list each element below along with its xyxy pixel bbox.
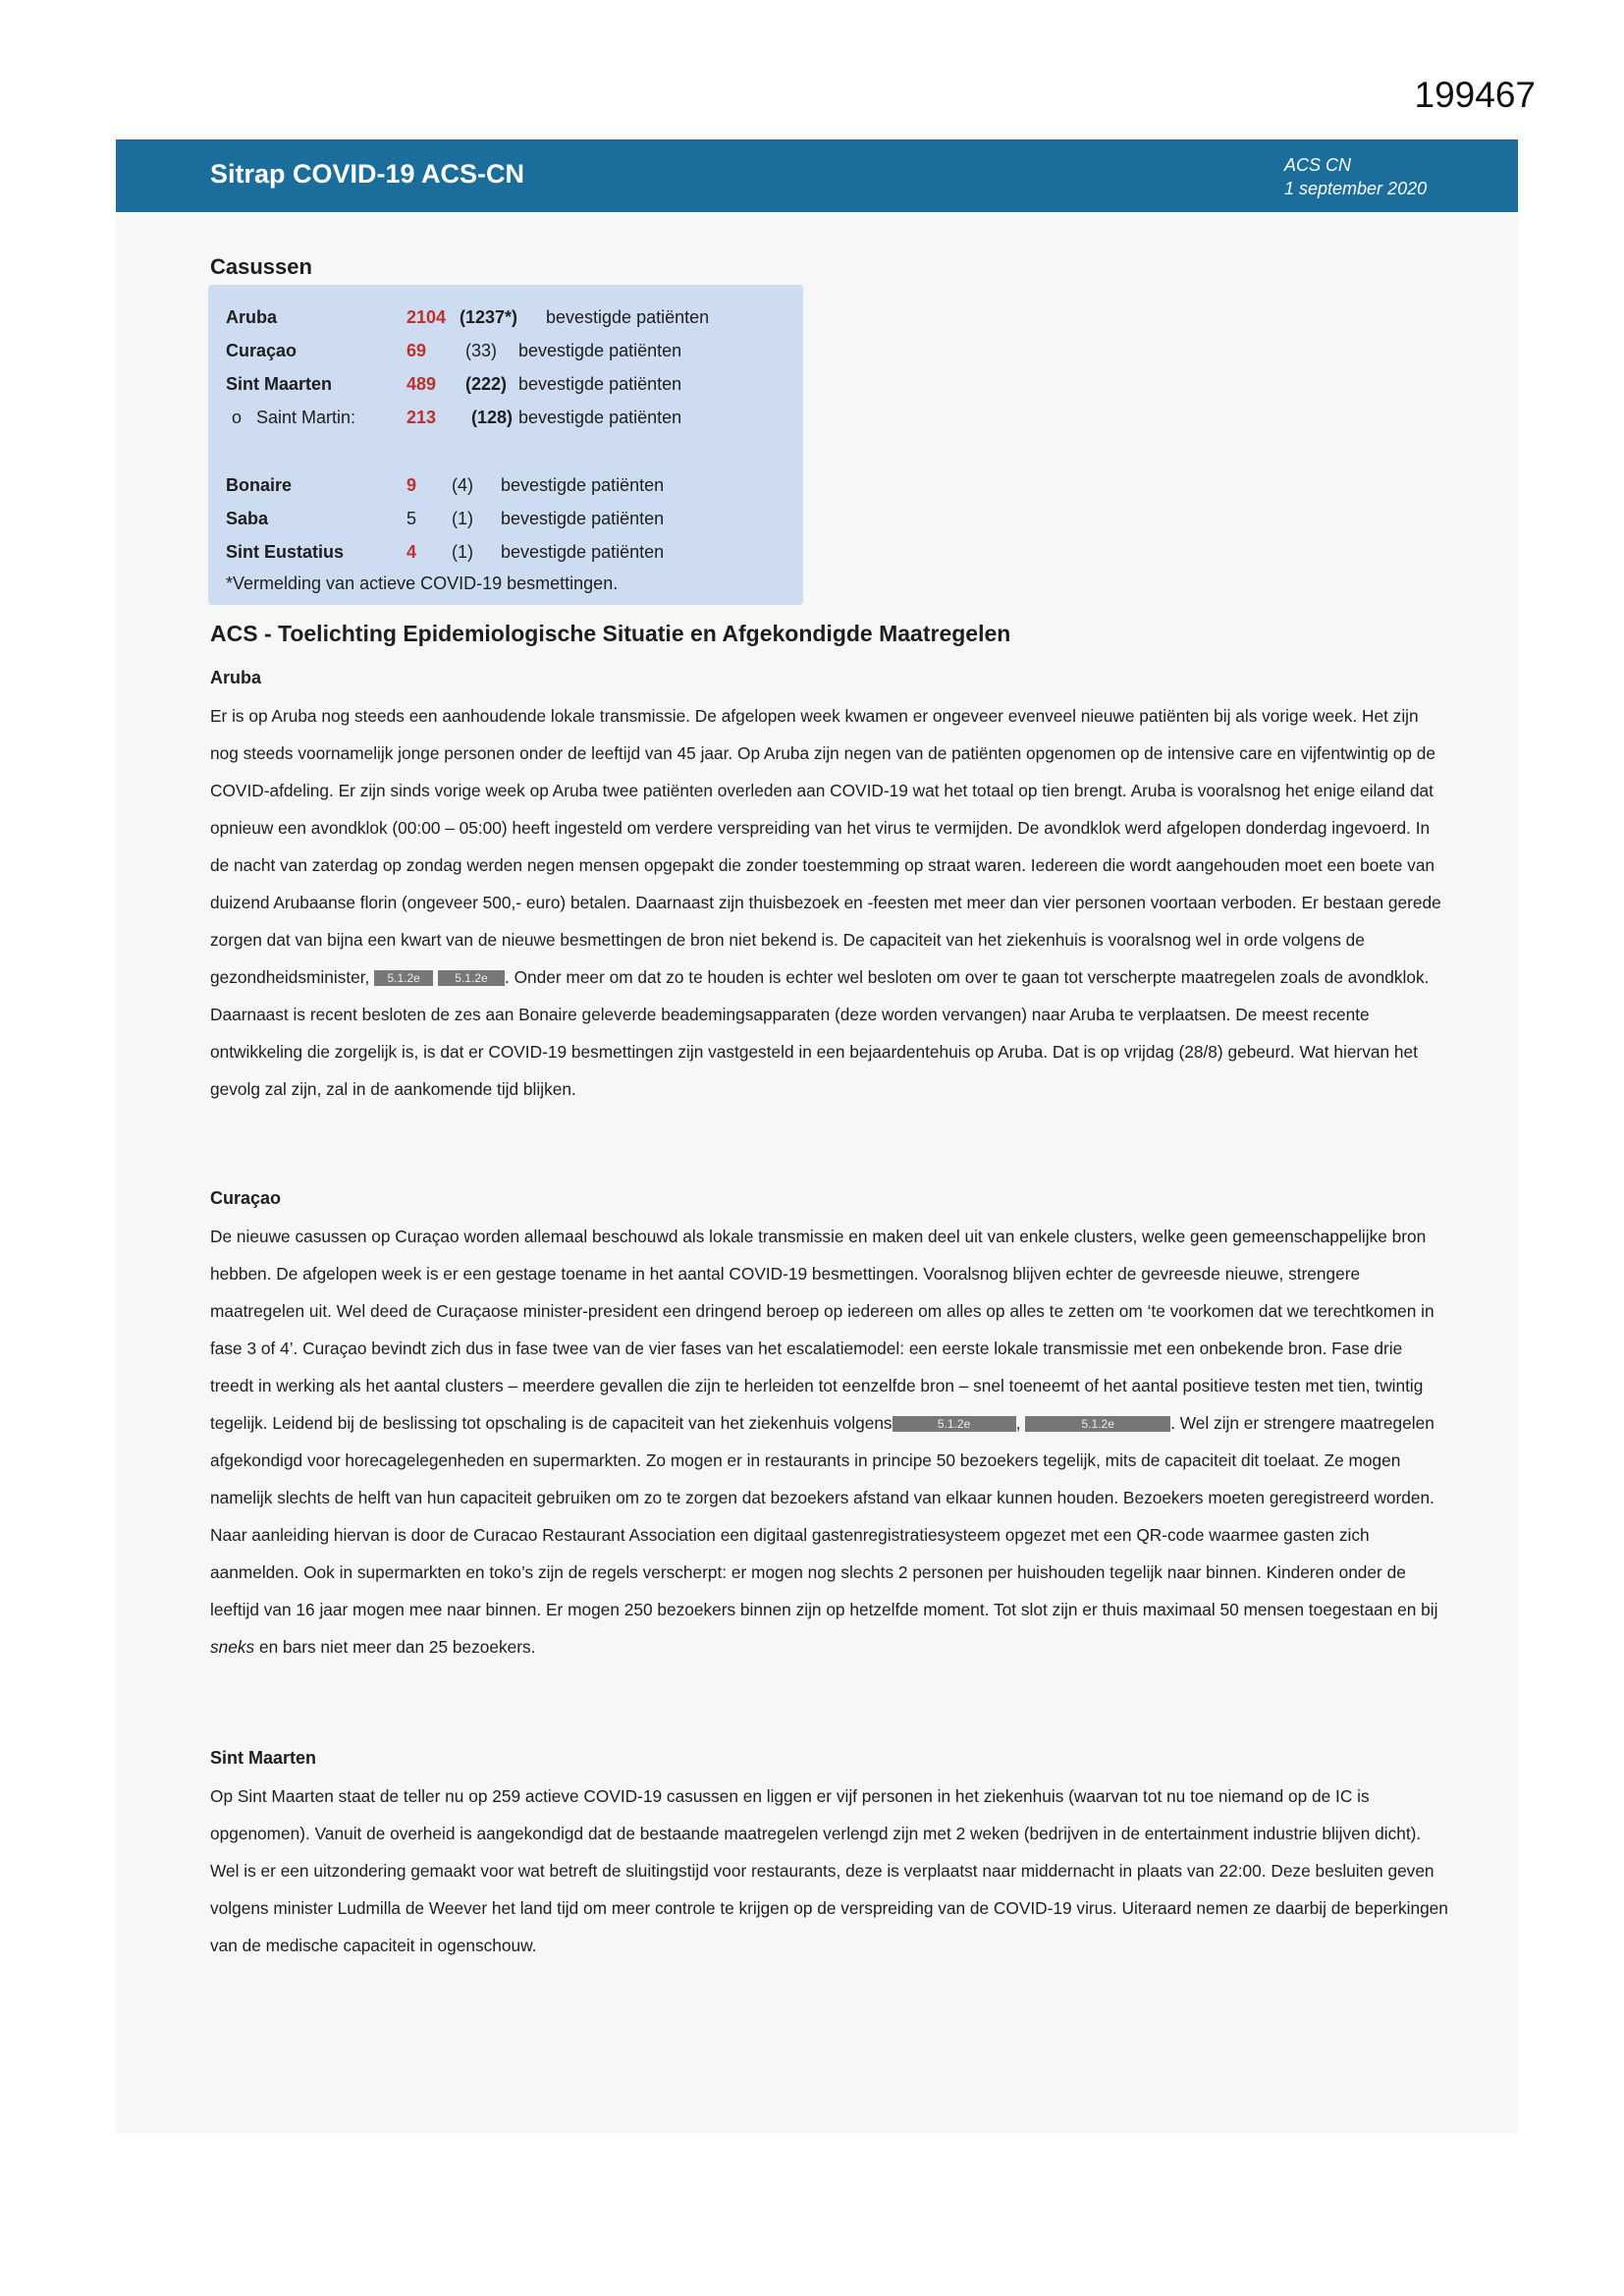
curacao-paragraph bbox=[210, 1218, 1449, 1666]
curacao-heading: Curaçao bbox=[210, 1188, 282, 1208]
curacao-text-italic: sneks bbox=[210, 1637, 255, 1657]
case-label: bevestigde patiënten bbox=[501, 475, 665, 495]
case-total: 69 bbox=[406, 341, 427, 360]
case-total: 9 bbox=[406, 475, 417, 495]
case-name: Sint Eustatius bbox=[226, 542, 345, 562]
case-name: Saba bbox=[226, 509, 269, 528]
report-title: Sitrap COVID-19 ACS-CN bbox=[210, 159, 525, 189]
curacao-text-b: . Wel zijn er strengere maatregelen afgekondigd voor horecagelegenheden en supermarkten. Zo mogen er in restaurants in principe 50 bezoekers tegelijk, mits de capaciteit dit toelaat. Ze mogen namelijk slechts de helft van hun capaciteit gebruiken om zo te zorgen dat bezoekers afstand van elkaar kunnen houden. Bezoekers moeten geregistreerd worden. Naar aanleiding hiervan is door de Curacao Restaurant Association een digitaal gastenregistratiesysteem opgezet met een QR-code waarmee gasten zich aanmelden. Ook in supermarkten en toko’s zijn de regels verscherpt: er mogen nog slechts 2 personen per huishouden tegelijk naar binnen. Kinderen onder de leeftijd van 16 jaar mogen mee naar binnen. Er mogen 250 bezoekers binnen zijn op hetzelfde moment. Tot slot zijn er thuis maximaal 50 mensen toegestaan en bij bbox=[210, 1413, 1438, 1619]
case-total: 213 bbox=[406, 408, 437, 427]
aruba-heading: Aruba bbox=[210, 668, 262, 687]
case-total: 2104 bbox=[406, 307, 447, 327]
curacao-text-c: en bars niet meer dan 25 bezoekers. bbox=[258, 1637, 536, 1657]
report-date: 1 september 2020 bbox=[1284, 179, 1428, 198]
case-name: Aruba bbox=[226, 307, 278, 327]
case-active: (1) bbox=[452, 509, 473, 528]
sint-maarten-text: Op Sint Maarten staat de teller nu op 259 actieve COVID-19 casussen en liggen er vijf personen in het ziekenhuis (waarvan tot nu toe niemand op de IC is opgenomen). Vanuit de overheid is aangekondigd dat de bestaande maatregelen verlengd zijn met 2 weken (bedrijven in de entertainment industrie blijven dicht). Wel is er een uitzondering gemaakt voor wat betreft de sluitingstijd voor restaurants, deze is verplaatst naar middernacht in plaats van 22:00. Deze besluiten geven volgens minister Ludmilla de Weever het land tijd om meer controle te krijgen op de verspreiding van de COVID-19 virus. Uiteraard nemen ze daarbij de beperkingen van de medische capaciteit in ogenschouw. bbox=[210, 1786, 1448, 1955]
case-row-aruba bbox=[226, 307, 805, 337]
case-active: (33) bbox=[465, 341, 498, 360]
curacao-text-sep: , bbox=[1015, 1413, 1021, 1433]
case-label: bevestigde patiënten bbox=[518, 341, 682, 360]
redaction-mark: 5.1.2e bbox=[374, 970, 433, 986]
case-total: 489 bbox=[406, 374, 437, 394]
case-label: bevestigde patiënten bbox=[501, 509, 665, 528]
section-title: ACS - Toelichting Epidemiologische Situatie en Afgekondigde Maatregelen bbox=[210, 621, 1011, 646]
case-row-bonaire bbox=[226, 475, 805, 505]
report-org: ACS CN bbox=[1284, 155, 1352, 175]
case-name: Curaçao bbox=[226, 341, 298, 360]
title-bar bbox=[116, 139, 1518, 212]
redaction-mark: 5.1.2e bbox=[438, 970, 505, 986]
case-name: Bonaire bbox=[226, 475, 293, 495]
case-name: Sint Maarten bbox=[226, 374, 333, 394]
curacao-text-a: De nieuwe casussen op Curaçao worden allemaal beschouwd als lokale transmissie en maken deel uit van enkele clusters, welke geen gemeenschappelijke bron hebben. De afgelopen week is er een gestage toename in het aantal COVID-19 besmettingen. Vooralsnog blijven echter de gevreesde nieuwe, strengere maatregelen uit. Wel deed de Curaçaose minister-president een dringend beroep op iedereen om alles op alles te zetten om ‘te voorkomen dat we terechtkomen in fase 3 of 4’. Curaçao bevindt zich dus in fase twee van de vier fases van het escalatiemodel: een eerste lokale transmissie met een onbekende bron. Fase drie treedt in werking als het aantal clusters – meerdere gevallen die zijn te herleiden tot eenzelfde bron – snel toeneemt of het aantal positieve testen met tien, twintig tegelijk. Leidend bij de beslissing tot opschaling is de capaciteit van het ziekenhuis volgens bbox=[210, 1227, 1435, 1433]
case-name: o Saint Martin: bbox=[232, 408, 356, 427]
aruba-paragraph bbox=[210, 697, 1449, 1108]
sint-maarten-paragraph bbox=[210, 1777, 1449, 1964]
cases-footnote: *Vermelding van actieve COVID-19 besmettingen. bbox=[226, 574, 619, 593]
case-row-sint-eustatius bbox=[226, 542, 805, 572]
case-row-curacao bbox=[226, 341, 805, 370]
case-active: (4) bbox=[452, 475, 473, 495]
redaction-mark: 5.1.2e bbox=[893, 1416, 1016, 1432]
case-active: (1) bbox=[452, 542, 473, 562]
document-number: 199467 bbox=[1414, 75, 1536, 115]
case-label: bevestigde patiënten bbox=[501, 542, 665, 562]
report-meta bbox=[1284, 153, 1427, 200]
cases-heading: Casussen bbox=[210, 254, 312, 279]
case-row-saba bbox=[226, 509, 805, 538]
cases-box bbox=[208, 285, 803, 605]
aruba-text-b: . Onder meer om dat zo te houden is echter wel besloten om over te gaan tot verscherpte maatregelen zoals de avondklok. Daarnaast is recent besloten de zes aan Bonaire geleverde beademingsapparaten (deze worden vervangen) naar Aruba te verplaatsen. De meest recente ontwikkeling die zorgelijk is, is dat er COVID-19 besmettingen zijn vastgesteld in een bejaardentehuis op Aruba. Dat is op vrijdag (28/8) gebeurd. Wat hiervan het gevolg zal zijn, zal in de aankomende tijd blijken. bbox=[210, 967, 1430, 1099]
case-row-sint-maarten bbox=[226, 374, 805, 404]
redaction-mark: 5.1.2e bbox=[1025, 1416, 1170, 1432]
case-active: (128) bbox=[471, 408, 514, 427]
case-row-saint-martin bbox=[226, 408, 805, 437]
case-active: (1237*) bbox=[460, 307, 518, 327]
aruba-text-a: Er is op Aruba nog steeds een aanhoudende lokale transmissie. De afgelopen week kwamen er ongeveer evenveel nieuwe patiënten bij als vorige week. Het zijn nog steeds voornamelijk jonge personen onder de leeftijd van 45 jaar. Op Aruba zijn negen van de patiënten opgenomen op de intensive care en vijfentwintig op de COVID-afdeling. Er zijn sinds vorige week op Aruba twee patiënten overleden aan COVID-19 wat het totaal op tien brengt. Aruba is vooralsnog het enige eiland dat opnieuw een avondklok (00:00 – 05:00) heeft ingesteld om verdere verspreiding van het virus te vermijden. De avondklok werd afgelopen donderdag ingevoerd. In de nacht van zaterdag op zondag werden negen mensen opgepakt die zonder toestemming op straat waren. Iedereen die wordt aangehouden moet een boete van duizend Arubaanse florin (ongeveer 500,- euro) betalen. Daarnaast zijn thuisbezoek en -feesten met meer dan vier personen voortaan verboden. Er bestaan gerede zorgen dat van bijna een kwart van de nieuwe besmettingen de bron niet bekend is. De capaciteit van het ziekenhuis is vooralsnog wel in orde volgens de gezondheidsminister, bbox=[210, 706, 1441, 987]
case-label: bevestigde patiënten bbox=[518, 408, 682, 427]
case-active: (222) bbox=[465, 374, 508, 394]
case-total: 5 bbox=[406, 509, 417, 528]
case-label: bevestigde patiënten bbox=[546, 307, 710, 327]
sint-maarten-heading: Sint Maarten bbox=[210, 1748, 317, 1768]
case-total: 4 bbox=[406, 542, 417, 562]
case-label: bevestigde patiënten bbox=[518, 374, 682, 394]
